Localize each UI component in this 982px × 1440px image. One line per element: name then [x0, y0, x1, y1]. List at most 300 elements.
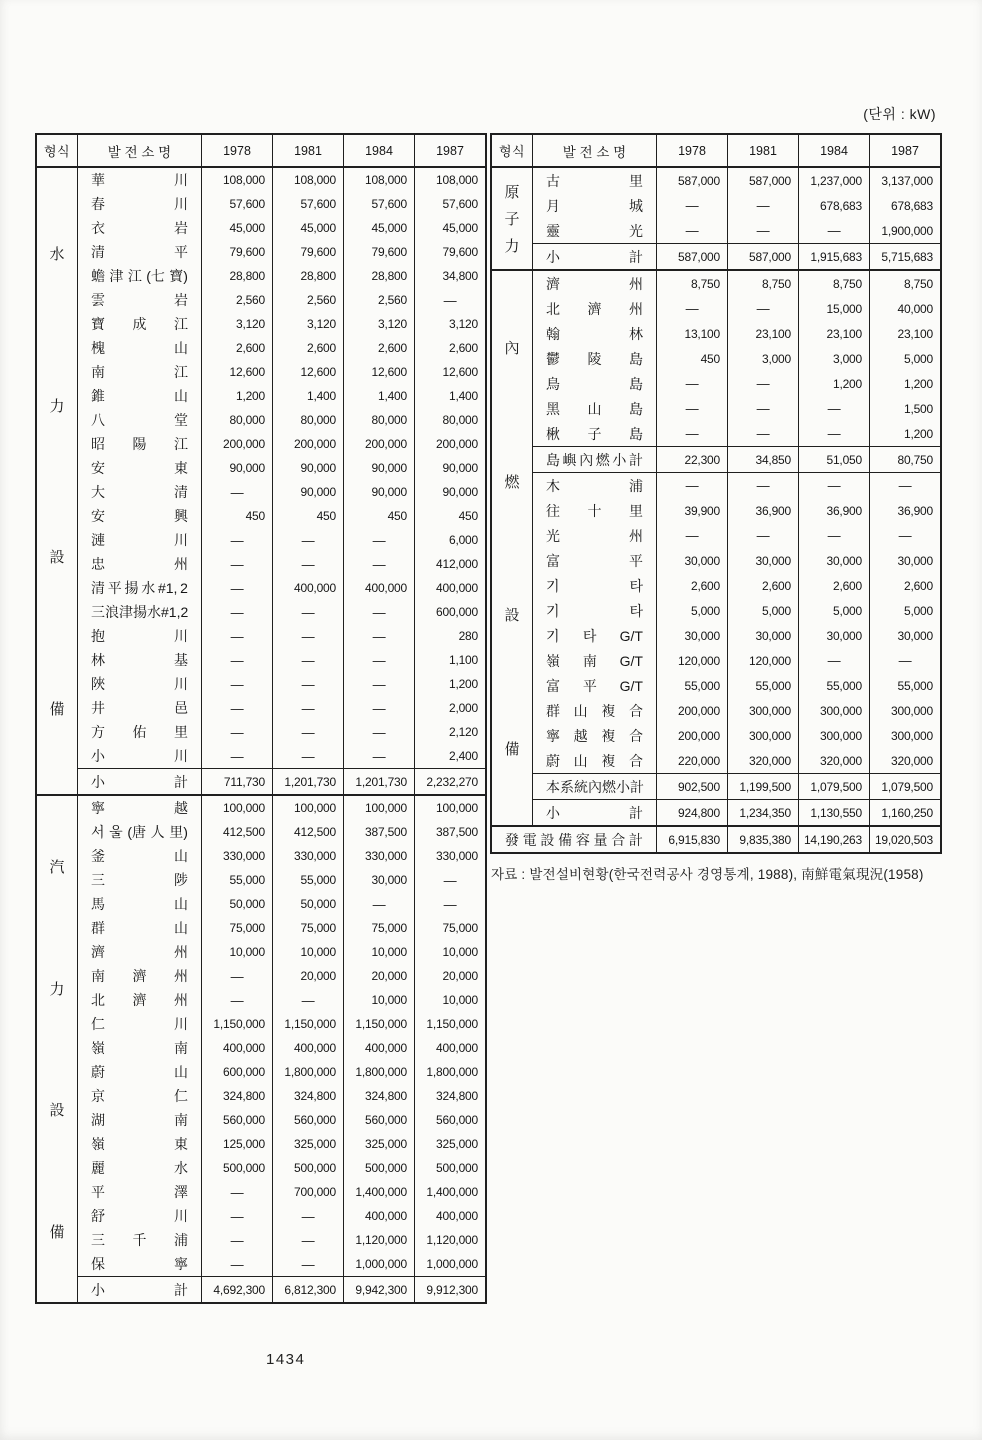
name-token: 春: [91, 196, 105, 212]
section-block: [78, 168, 485, 794]
value-cell: 450: [414, 504, 485, 528]
name-token: 陜: [91, 676, 105, 692]
value-cell: 2,600: [272, 336, 343, 360]
table-row: [78, 384, 485, 408]
name-token: 津: [109, 268, 124, 284]
name-token: (唐: [127, 824, 147, 840]
value-cell: 1,500: [869, 396, 940, 421]
name-token: 蟾: [91, 268, 105, 284]
value-cell: 55,000: [656, 673, 727, 698]
value-cell: —: [727, 396, 798, 421]
name-token: 忠: [91, 556, 105, 572]
name-token: 里): [169, 824, 188, 840]
table-row: [78, 1108, 485, 1132]
name-token: 東: [174, 460, 188, 476]
plant-name-cell: [533, 748, 656, 773]
name-token: G/T: [619, 627, 643, 644]
value-cell: 325,000: [343, 1132, 414, 1156]
value-cell: 1,800,000: [272, 1060, 343, 1084]
name-token: 州: [174, 992, 188, 1008]
value-cell: 1,150,000: [343, 1012, 414, 1036]
section-body: [77, 796, 485, 1302]
name-token: 小: [616, 778, 630, 795]
value-cell: 2,232,270: [414, 769, 485, 794]
name-token: 備: [558, 831, 573, 848]
type-char: 汽: [49, 859, 65, 877]
value-cell: 1,150,000: [414, 1012, 485, 1036]
table-row: [78, 528, 485, 552]
name-token: 本: [546, 778, 560, 795]
name-token: 黑: [546, 400, 560, 417]
name-token: 子: [587, 425, 602, 442]
name-token: 寶: [91, 316, 105, 332]
header-cell: 1978: [201, 135, 272, 166]
value-cell: 12,600: [414, 360, 485, 384]
plant-name-cell: [78, 720, 201, 744]
value-cell: 120,000: [656, 648, 727, 673]
type-char: 水: [49, 246, 65, 264]
plant-name-cell: [78, 360, 201, 384]
value-cell: 2,560: [201, 288, 272, 312]
plant-name-cell: [78, 312, 201, 336]
name-token: 里: [629, 172, 643, 189]
value-cell: 10,000: [414, 988, 485, 1012]
value-cell: 75,000: [414, 916, 485, 940]
plant-name-cell: [533, 193, 656, 218]
plant-name-cell: [78, 336, 201, 360]
value-cell: 34,850: [727, 447, 798, 472]
name-token: 內: [588, 778, 602, 795]
name-token: 川: [174, 1208, 188, 1224]
value-cell: 400,000: [414, 576, 485, 600]
name-token: 計: [628, 831, 643, 848]
plant-name-cell: [533, 447, 656, 472]
type-label-cell: [37, 168, 77, 794]
plant-name-cell: [78, 1084, 201, 1108]
value-cell: —: [201, 1204, 272, 1228]
name-token: 計: [629, 804, 643, 821]
value-cell: 500,000: [272, 1156, 343, 1180]
plant-name-cell: [78, 1180, 201, 1204]
name-token: 容: [575, 831, 590, 848]
value-cell: —: [201, 624, 272, 648]
plant-name-cell: [78, 1036, 201, 1060]
name-token: 井: [91, 700, 105, 716]
name-token: 城: [629, 197, 643, 214]
section-body: [532, 271, 940, 825]
plant-name-cell: [78, 744, 201, 768]
name-token: 陟: [174, 872, 188, 888]
table-row: [533, 168, 940, 193]
name-token: 寧: [174, 1256, 188, 1272]
plant-name-cell: [78, 528, 201, 552]
table-row: [78, 820, 485, 844]
table-row: [78, 1036, 485, 1060]
value-cell: 79,600: [414, 240, 485, 264]
value-cell: 1,400,000: [414, 1180, 485, 1204]
value-cell: —: [343, 892, 414, 916]
name-token: 浪: [105, 604, 119, 620]
name-token: 計: [630, 778, 644, 795]
subtotal-row: [78, 1276, 485, 1302]
value-cell: —: [201, 696, 272, 720]
name-token: 江: [174, 436, 188, 452]
value-cell: 320,000: [798, 748, 869, 773]
name-token: 水: [141, 580, 156, 596]
value-cell: 330,000: [272, 844, 343, 868]
name-token: 古: [546, 172, 560, 189]
value-cell: —: [272, 1204, 343, 1228]
name-token: 江: [174, 316, 188, 332]
plant-name-cell: [78, 480, 201, 504]
value-cell: 75,000: [272, 916, 343, 940]
name-token: 十: [587, 502, 602, 519]
value-cell: —: [343, 600, 414, 624]
table-row: [78, 940, 485, 964]
value-cell: 400,000: [414, 1204, 485, 1228]
name-token: 州: [174, 968, 188, 984]
name-token: 基: [174, 652, 188, 668]
value-cell: 2,600: [727, 573, 798, 598]
value-cell: 324,800: [414, 1084, 485, 1108]
value-cell: —: [798, 473, 869, 498]
table-row: [78, 360, 485, 384]
name-token: 發: [505, 831, 519, 848]
table-row: [533, 648, 940, 673]
name-token: 三: [91, 1232, 105, 1248]
plant-name-cell: [533, 421, 656, 446]
plant-name-cell: [533, 346, 656, 371]
table-row: [78, 432, 485, 456]
header-cell: 1981: [272, 135, 343, 166]
value-cell: 57,600: [414, 192, 485, 216]
name-token: 川: [174, 196, 188, 212]
value-cell: 75,000: [201, 916, 272, 940]
value-cell: 330,000: [414, 844, 485, 868]
header-cell: 1987: [414, 135, 485, 166]
value-cell: 324,800: [201, 1084, 272, 1108]
value-cell: 320,000: [727, 748, 798, 773]
value-cell: —: [798, 648, 869, 673]
name-token: 千: [132, 1232, 147, 1248]
type-char: 備: [49, 1223, 65, 1241]
plant-name-cell: [78, 868, 201, 892]
value-cell: —: [272, 624, 343, 648]
name-token: 北: [546, 300, 560, 317]
value-cell: 3,137,000: [869, 168, 940, 193]
table-row: [533, 396, 940, 421]
name-token: 大: [91, 484, 105, 500]
value-cell: —: [343, 744, 414, 768]
plant-name-cell: [78, 192, 201, 216]
section-block: [533, 472, 940, 799]
name-token: 山: [174, 848, 188, 864]
value-cell: 6,000: [414, 528, 485, 552]
name-token: 計: [628, 451, 643, 468]
value-cell: 55,000: [869, 673, 940, 698]
value-cell: —: [272, 528, 343, 552]
value-cell: 200,000: [272, 432, 343, 456]
table-row: [78, 312, 485, 336]
value-cell: 1,201,730: [272, 769, 343, 794]
plant-name-cell: [78, 696, 201, 720]
value-cell: 4,692,300: [201, 1277, 272, 1302]
value-cell: 108,000: [201, 168, 272, 192]
value-cell: 90,000: [343, 480, 414, 504]
value-cell: 2,600: [201, 336, 272, 360]
plant-name-cell: [78, 940, 201, 964]
name-token: 合: [628, 752, 643, 769]
value-cell: 2,600: [869, 573, 940, 598]
table-row: [533, 748, 940, 773]
value-cell: 75,000: [343, 916, 414, 940]
plant-name-cell: [533, 321, 656, 346]
table-row: [78, 672, 485, 696]
value-cell: 50,000: [272, 892, 343, 916]
name-token: 南: [582, 652, 597, 669]
header-cell: 1981: [727, 135, 798, 166]
type-label-cell: [492, 271, 532, 825]
table-row: [533, 218, 940, 243]
value-cell: 1,000,000: [343, 1252, 414, 1276]
table-row: [78, 336, 485, 360]
section-body: [532, 168, 940, 269]
name-token: 堂: [174, 412, 188, 428]
value-cell: 500,000: [343, 1156, 414, 1180]
value-cell: 28,800: [343, 264, 414, 288]
name-token: 嶼: [562, 451, 577, 468]
value-cell: 15,000: [798, 296, 869, 321]
name-token: 浦: [174, 1232, 188, 1248]
table-section: [37, 168, 485, 794]
name-token: 量: [593, 831, 608, 848]
name-token: 山: [587, 400, 602, 417]
value-cell: 387,500: [414, 820, 485, 844]
name-token: 津: [119, 604, 133, 620]
name-token: 富: [546, 677, 560, 694]
value-cell: —: [869, 473, 940, 498]
name-token: 槐: [91, 340, 105, 356]
value-cell: 3,000: [727, 346, 798, 371]
name-token: 타: [582, 627, 597, 644]
value-cell: 10,000: [414, 940, 485, 964]
table-row: [78, 552, 485, 576]
name-token: 里: [174, 724, 188, 740]
value-cell: 55,000: [798, 673, 869, 698]
header-cell: 1984: [798, 135, 869, 166]
value-cell: —: [272, 988, 343, 1012]
name-token: 仁: [174, 1088, 188, 1104]
plant-name-cell: [533, 396, 656, 421]
table-section: [492, 269, 940, 825]
plant-name-cell: [78, 600, 201, 624]
tables-area: [35, 133, 942, 1304]
type-char: 設: [49, 549, 65, 567]
value-cell: 2,400: [414, 744, 485, 768]
name-token: 島: [546, 451, 560, 468]
source-note: 자료 : 발전설비현황(한국전력공사 경영통계, 1988), 南鮮電氣現況(1958): [491, 867, 924, 882]
name-token: 群: [91, 920, 105, 936]
plant-name-cell: [533, 723, 656, 748]
table-row: [78, 1060, 485, 1084]
value-cell: 57,600: [201, 192, 272, 216]
name-token: 林: [91, 652, 105, 668]
value-cell: —: [272, 1228, 343, 1252]
value-cell: —: [869, 648, 940, 673]
plant-name-cell: [78, 648, 201, 672]
value-cell: 300,000: [727, 698, 798, 723]
table-row: [78, 408, 485, 432]
value-cell: 300,000: [869, 698, 940, 723]
value-cell: 5,715,683: [869, 244, 940, 269]
name-token: 抱: [91, 628, 105, 644]
table-row: [78, 576, 485, 600]
table-row: [533, 548, 940, 573]
value-cell: 55,000: [272, 868, 343, 892]
value-cell: 711,730: [201, 769, 272, 794]
name-token: 陽: [132, 436, 147, 452]
plant-name-cell: [78, 1228, 201, 1252]
plant-name-cell: [78, 1108, 201, 1132]
table-section: [492, 168, 940, 269]
value-cell: 90,000: [272, 456, 343, 480]
value-cell: 10,000: [201, 940, 272, 964]
value-cell: 5,000: [869, 598, 940, 623]
value-cell: 678,683: [869, 193, 940, 218]
value-cell: —: [201, 1180, 272, 1204]
value-cell: 400,000: [414, 1036, 485, 1060]
value-cell: 330,000: [343, 844, 414, 868]
name-token: 川: [174, 172, 188, 188]
plant-name-cell: [78, 552, 201, 576]
value-cell: 80,000: [414, 408, 485, 432]
value-cell: 600,000: [201, 1060, 272, 1084]
table-row: [533, 723, 940, 748]
name-token: 錐: [91, 388, 105, 404]
value-cell: 5,000: [798, 598, 869, 623]
value-cell: —: [656, 473, 727, 498]
name-token: #1,: [161, 604, 181, 620]
name-token: 楸: [546, 425, 560, 442]
plant-name-cell: [78, 240, 201, 264]
value-cell: 30,000: [656, 548, 727, 573]
value-cell: 325,000: [272, 1132, 343, 1156]
name-token: 嶺: [91, 1040, 105, 1056]
table-row: [78, 892, 485, 916]
value-cell: —: [343, 696, 414, 720]
value-cell: 5,000: [656, 598, 727, 623]
value-cell: 600,000: [414, 600, 485, 624]
value-cell: 36,900: [727, 498, 798, 523]
header-cell: 발 전 소 명: [532, 135, 656, 166]
name-token: 燃: [595, 451, 610, 468]
name-token: 平: [91, 1184, 105, 1200]
value-cell: 28,800: [201, 264, 272, 288]
value-cell: 20,000: [343, 964, 414, 988]
name-token: 系: [560, 778, 574, 795]
value-cell: 13,100: [656, 321, 727, 346]
value-cell: 678,683: [798, 193, 869, 218]
value-cell: 450: [656, 346, 727, 371]
table-row: [533, 623, 940, 648]
name-token: 川: [174, 748, 188, 764]
plant-name-cell: [78, 168, 201, 192]
section-block: [533, 271, 940, 472]
name-token: 鬱: [546, 350, 560, 367]
value-cell: 12,600: [272, 360, 343, 384]
table-row: [78, 288, 485, 312]
name-token: 州: [629, 527, 643, 544]
table-row: [78, 964, 485, 988]
value-cell: 108,000: [343, 168, 414, 192]
value-cell: 30,000: [869, 548, 940, 573]
value-cell: 1,400: [343, 384, 414, 408]
value-cell: 30,000: [656, 623, 727, 648]
name-token: 雲: [91, 292, 105, 308]
section-body: [77, 168, 485, 794]
value-cell: 90,000: [272, 480, 343, 504]
name-token: 기: [546, 577, 560, 594]
value-cell: 30,000: [727, 623, 798, 648]
plant-name-cell: [78, 916, 201, 940]
name-token: 陵: [587, 350, 602, 367]
value-cell: 1,120,000: [343, 1228, 414, 1252]
name-token: 川: [174, 1016, 188, 1032]
name-token: 山: [174, 896, 188, 912]
value-cell: —: [414, 868, 485, 892]
name-token: 清: [91, 580, 105, 596]
subtotal-row: [78, 768, 485, 794]
value-cell: 1,200: [414, 672, 485, 696]
name-token: 南: [91, 364, 105, 380]
value-cell: 12,600: [343, 360, 414, 384]
plant-name-cell: [78, 1277, 201, 1302]
name-token: 興: [174, 508, 188, 524]
value-cell: 22,300: [656, 447, 727, 472]
value-cell: 57,600: [272, 192, 343, 216]
value-cell: —: [201, 576, 272, 600]
value-cell: —: [727, 193, 798, 218]
name-token: 川: [174, 532, 188, 548]
plant-name-cell: [78, 796, 201, 820]
name-token: 南: [91, 968, 105, 984]
name-token: 南: [174, 1112, 188, 1128]
unit-label: (단위 : kW): [863, 106, 936, 122]
subtotal-row: [533, 446, 940, 472]
value-cell: 1,237,000: [798, 168, 869, 193]
table-row: [78, 1252, 485, 1276]
plant-name-cell: [78, 1012, 201, 1036]
type-label-cell: [37, 796, 77, 1302]
value-cell: 36,900: [798, 498, 869, 523]
plant-name-cell: [533, 648, 656, 673]
value-cell: 2,120: [414, 720, 485, 744]
name-token: 複: [601, 752, 616, 769]
name-token: 川: [174, 676, 188, 692]
value-cell: 6,915,830: [656, 827, 727, 852]
value-cell: 36,900: [869, 498, 940, 523]
name-token: 三: [91, 604, 105, 620]
value-cell: 1,150,000: [201, 1012, 272, 1036]
value-cell: —: [414, 288, 485, 312]
table-row: [78, 1204, 485, 1228]
value-cell: —: [727, 296, 798, 321]
value-cell: 50,000: [201, 892, 272, 916]
name-token: 京: [91, 1088, 105, 1104]
value-cell: —: [414, 892, 485, 916]
name-token: 山: [573, 752, 588, 769]
value-cell: 200,000: [343, 432, 414, 456]
